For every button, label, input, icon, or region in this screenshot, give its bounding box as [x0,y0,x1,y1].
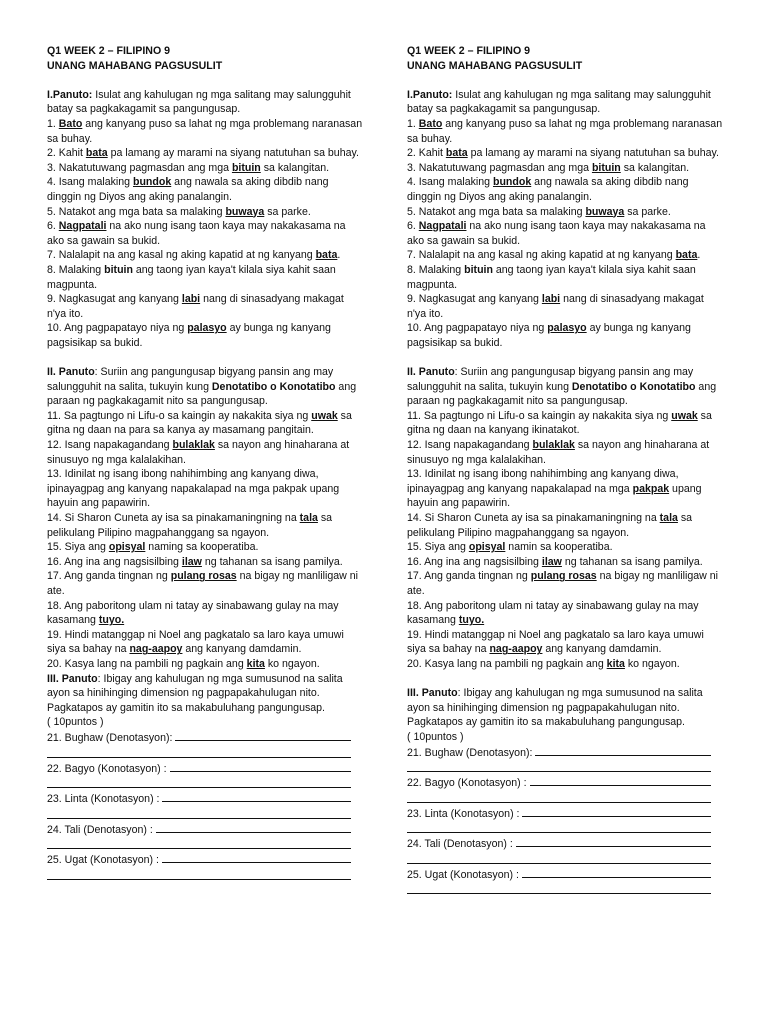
underlined-word: palasyo [547,322,587,335]
answer-extra-line [407,882,723,897]
question-text: namin sa kooperatiba. [505,541,613,554]
underlined-word: nag-aapoy [129,643,183,656]
underlined-word: Nagpatali [58,220,107,233]
question-text: 20. Kasya lang na pambili ng pagkain ang [47,657,247,670]
underlined-word: bituin [591,161,621,174]
underlined-word: pulang rosas [170,570,237,583]
worksheet-subtitle: UNANG MAHABANG PAGSUSULIT [47,59,223,72]
part2-instruction-text: ang paraan ng pagkakagamit nito sa pangungusap. [47,380,357,408]
underlined-word: tala [299,512,318,524]
question-text: 16. Ang ina ang nagsisilbing [47,555,182,568]
answer-rule [47,848,351,849]
question-item [47,511,363,540]
part3-instruction-text: : Ibigay ang kahulugan ng mga sumusunod na salita ayon sa hinihinging dimension ng pagpapakahulugan nito. Pagkatapos ay gamitin ito sa makabuluhang pangungusap. [407,687,703,729]
answer-rule [47,879,351,880]
question-text: ang kanyang puso sa lahat ng mga problemang naranasan sa buhay. [47,117,363,145]
question-text: sa nayon ang hinaharana at sinusuyo ng mga kalalakihan. [47,439,350,466]
question-item [47,263,363,292]
question-text: 2. Kahit [407,147,446,160]
question-text: naming sa kooperatiba. [145,541,259,554]
question-text: sa kalangitan. [620,161,690,174]
question-item [47,219,363,248]
answer-prompt: 21. Bughaw (Denotasyon): [47,731,176,744]
question-item [47,569,363,598]
part3-instruction [47,672,363,716]
underlined-word: opisyal [108,541,146,554]
question-text: ng tahanan sa isang pamilya. [201,555,343,568]
question-item [47,292,363,321]
question-item [47,117,363,146]
question-text: ng tahanan sa isang pamilya. [561,555,703,568]
question-item [47,555,363,570]
underlined-word: bata [85,147,108,160]
question-text: na ako nung isang taon kaya may nakakasama na ako sa gawain sa bukid. [407,220,706,247]
question-text: 19. Hindi matanggap ni Noel ang pagkatalo sa laro kaya umuwi siya sa bahay na [47,628,344,656]
underlined-word: bundok [492,176,532,189]
underlined-word: palasyo [187,322,227,335]
question-text: sa parke. [264,205,311,218]
answer-extra-line [407,821,723,836]
underlined-word: tuyo. [458,614,485,627]
underlined-word: bata [315,249,338,262]
bold-word: bituin [104,263,133,276]
question-text: ko ngayon. [624,657,680,670]
answer-prompt: 22. Bagyo (Konotasyon) : [47,762,170,775]
question-item [407,175,723,204]
question-item [407,263,723,292]
question-text: 15. Siya ang [47,541,109,554]
question-text: ang taong iyan kaya't kilala siya kahit saan magpunta. [407,263,696,291]
question-item [407,467,723,511]
question-item [407,511,723,540]
answer-blank [522,806,711,817]
question-text: 10. Ang pagpapatayo niya ng [47,322,188,335]
answer-extra-line [47,868,363,883]
answer-prompt: 24. Tali (Denotasyon) : [47,823,156,836]
question-text: 14. Si Sharon Cuneta ay isa sa pinakamaningning na [407,512,660,524]
answer-rule [47,818,351,819]
answer-blank [522,867,711,878]
question-text: 17. Ang ganda tingnan ng [47,570,171,583]
question-item [407,205,723,220]
question-text: 5. Natakot ang mga bata sa malaking [47,205,226,218]
answer-line-item [407,867,723,883]
question-text: 18. Ang paboritong ulam ni tatay ay sinabawang gulay na may kasamang [47,599,339,627]
question-text: 4. Isang malaking [407,176,493,189]
answer-extra-line [407,791,723,806]
bold-word: bituin [464,263,493,276]
question-text: 8. Malaking [407,263,465,276]
part2-instruction-text: : Suriin ang pangungusap bigyang pansin ang may salungguhit na salita, tukuyin kung [407,366,694,393]
answer-extra-line [47,776,363,791]
spacer [407,73,723,88]
part2-keyword: Denotatibo o Konotatibo [211,380,336,393]
underlined-word: Bato [58,117,83,130]
answer-blank [535,745,711,756]
question-text: sa pelikulang Pilipino magpahanggang sa ngayon. [47,512,333,539]
question-item [407,569,723,598]
question-text: na bigay ng manliligaw ni ate. [407,570,718,597]
part3-label: III. Panuto [47,672,98,685]
question-text: 6. [407,220,419,233]
spacer [47,350,363,365]
answer-rule [407,771,711,772]
underlined-word: bulaklak [172,439,215,452]
answer-prompt: 23. Linta (Konotasyon) : [407,807,523,820]
part2-instruction [47,365,363,409]
answer-line-item [407,745,723,761]
question-text: nang di sinasadyang makagat n'ya ito. [47,293,344,320]
answer-extra-line [407,852,723,867]
spacer [407,350,723,365]
answer-rule [407,863,711,864]
underlined-word: uwak [671,409,698,422]
part2-instruction-text: : Suriin ang pangungusap bigyang pansin ang may salungguhit na salita, tukuyin kung [47,366,334,393]
question-text: sa gitna ng daan na kanyang ikinatakot. [407,409,712,437]
question-item [407,146,723,161]
underlined-word: bulaklak [532,439,575,452]
answer-line-item [47,852,363,868]
question-item [47,540,363,555]
part3-instruction-text: : Ibigay ang kahulugan ng mga sumusunod na salita ayon sa hinihinging dimension ng pagpapakahulugan nito. Pagkatapos ay gamitin ito sa makabuluhang pangungusap. [47,672,343,714]
underlined-word: ilaw [541,555,562,568]
answer-extra-line [47,746,363,761]
worksheet-right-copy [407,44,723,897]
underlined-word: bundok [132,176,172,189]
question-text: 16. Ang ina ang nagsisilbing [407,555,542,568]
question-text: 13. Idinilat ng isang ibong nahihimbing ang kanyang diwa, ipinayagpag ang kanyang napakalapad na mga pakpak upang hayuin ang papawirin. [47,468,340,510]
underlined-word: Bato [418,117,443,130]
answer-line-item [407,775,723,791]
question-text: ko ngayon. [264,657,320,670]
underlined-word: pulang rosas [530,570,597,583]
question-text: 14. Si Sharon Cuneta ay isa sa pinakamaningning na [47,512,300,524]
question-text: na bigay ng manliligaw ni ate. [47,570,358,597]
question-item [47,321,363,350]
question-text: upang hayuin ang papawirin. [407,482,702,510]
question-text: sa nayon ang hinaharana at sinusuyo ng mga kalalakihan. [407,439,710,466]
part1-label: I.Panuto: [47,88,93,101]
part3-points: ( 10puntos ) [407,730,464,743]
question-text: 1. [407,117,419,130]
question-text: 11. Sa pagtungo ni Lifu-o sa kaingin ay nakakita siya ng [47,409,312,422]
underlined-word: tuyo. [98,614,125,627]
part1-instruction [407,88,723,117]
question-item [407,628,723,657]
question-item [407,117,723,146]
part2-label: II. Panuto [47,366,95,379]
answer-rule [47,787,351,788]
question-item [47,146,363,161]
question-text: 4. Isang malaking [47,176,133,189]
question-text: sa parke. [624,205,671,218]
question-text: sa kalangitan. [260,161,330,174]
underlined-word: uwak [311,409,338,422]
answer-rule [47,757,351,758]
part2-instruction-text: ang paraan ng pagkakagamit nito sa pangungusap. [407,380,717,408]
spacer [47,73,363,88]
question-text: ang kanyang puso sa lahat ng mga problemang naranasan sa buhay. [407,117,723,145]
underlined-word: bata [675,249,698,262]
question-text: 7. Nalalapit na ang kasal ng aking kapatid at ng kanyang [47,249,316,262]
answer-blank [162,791,351,802]
underlined-word: opisyal [468,541,506,554]
question-text: ang nawala sa aking dibdib nang dinggin ng Diyos ang aking panalangin. [47,176,329,203]
question-item [407,248,723,263]
underlined-word: nag-aapoy [489,643,543,656]
question-item [407,292,723,321]
part2-keyword: Denotatibo o Konotatibo [571,380,696,393]
underlined-word: labi [181,293,201,306]
question-text: 8. Malaking [47,263,105,276]
underlined-word: ilaw [181,555,202,568]
part1-instruction-text: Isulat ang kahulugan ng mga salitang may salungguhit batay sa pagkakagamit sa pangungusap. [47,88,351,116]
answer-rule [407,893,711,894]
answer-blank [175,730,351,741]
question-text: . [697,249,701,262]
question-text: 18. Ang paboritong ulam ni tatay ay sinabawang gulay na may kasamang [407,599,699,627]
question-text: ang kanyang damdamin. [182,643,302,656]
answer-prompt: 21. Bughaw (Denotasyon): [407,746,536,759]
question-text: 9. Nagkasugat ang kanyang [407,293,542,306]
question-text: . [337,249,341,262]
part3-points: ( 10puntos ) [47,716,104,729]
worksheet-title: Q1 WEEK 2 – FILIPINO 9 [407,45,531,57]
question-item [407,161,723,176]
answer-line-item [47,791,363,807]
worksheet-left-copy [47,44,363,883]
question-text: ay bunga ng kanyang pagsisikap sa bukid. [47,322,331,349]
answer-extra-line [47,837,363,852]
question-text: nang di sinasadyang makagat n'ya ito. [407,293,704,320]
question-text: pa lamang ay marami na siyang natutuhan sa buhay. [107,147,359,160]
underlined-word: kita [606,657,625,670]
question-text: 12. Isang napakagandang [47,439,173,452]
question-item [47,175,363,204]
answer-prompt: 23. Linta (Konotasyon) : [47,793,163,806]
question-text: pa lamang ay marami na siyang natutuhan sa buhay. [467,147,719,160]
underlined-word: labi [541,293,561,306]
question-item [47,657,363,672]
question-item [407,438,723,467]
answer-blank [530,775,711,786]
answer-line-item [407,806,723,822]
part2-label: II. Panuto [407,366,455,379]
answer-blank [162,852,351,863]
question-item [407,555,723,570]
question-item [407,219,723,248]
answer-blank [170,761,351,772]
question-text: 5. Natakot ang mga bata sa malaking [407,205,586,218]
question-item [407,657,723,672]
question-text: 1. [47,117,59,130]
part3-instruction [407,686,723,730]
underlined-word: buwaya [585,205,625,218]
underlined-word: pakpak [632,482,670,495]
worksheet-title: Q1 WEEK 2 – FILIPINO 9 [47,45,171,57]
worksheet-subtitle: UNANG MAHABANG PAGSUSULIT [407,59,583,72]
question-item [407,409,723,438]
question-text: 20. Kasya lang na pambili ng pagkain ang [407,657,607,670]
question-item [47,409,363,438]
question-item [407,540,723,555]
part1-instruction-text: Isulat ang kahulugan ng mga salitang may salungguhit batay sa pagkakagamit sa pangungusap. [407,88,711,116]
underlined-word: kita [246,657,265,670]
question-item [47,438,363,467]
question-item [407,321,723,350]
answer-extra-line [407,760,723,775]
question-item [47,248,363,263]
question-item [47,467,363,511]
spacer [407,672,723,687]
answer-line-item [47,730,363,746]
question-item [47,599,363,628]
underlined-word: bata [445,147,468,160]
answer-line-item [47,761,363,777]
question-text: 11. Sa pagtungo ni Lifu-o sa kaingin ay nakakita siya ng [407,409,672,422]
question-item [47,205,363,220]
question-text: 12. Isang napakagandang [407,439,533,452]
question-text: sa pelikulang Pilipino magpahanggang sa ngayon. [407,512,693,539]
answer-blank [516,836,711,847]
answer-rule [407,802,711,803]
question-text: sa gitna ng daan na para sa kanya ay masamang pangitain. [47,409,352,437]
answer-rule [407,832,711,833]
question-text: ang nawala sa aking dibdib nang dinggin ng Diyos ang aking panalangin. [407,176,689,203]
question-text: 3. Nakatutuwang pagmasdan ang mga [407,161,592,174]
question-text: 13. Idinilat ng isang ibong nahihimbing ang kanyang diwa, ipinayagpag ang kanyang napakalapad na mga [407,468,679,495]
underlined-word: bituin [231,161,261,174]
question-text: 6. [47,220,59,233]
question-text: ang taong iyan kaya't kilala siya kahit saan magpunta. [47,263,336,291]
question-item [47,628,363,657]
part1-instruction [47,88,363,117]
answer-line-item [407,836,723,852]
question-text: 2. Kahit [47,147,86,160]
underlined-word: buwaya [225,205,265,218]
answer-extra-line [47,807,363,822]
answer-blank [156,822,351,833]
part3-label: III. Panuto [407,687,458,700]
underlined-word: tala [659,512,678,524]
underlined-word: Nagpatali [418,220,467,233]
question-text: 19. Hindi matanggap ni Noel ang pagkatalo sa laro kaya umuwi siya sa bahay na [407,628,704,656]
question-text: ay bunga ng kanyang pagsisikap sa bukid. [407,322,691,349]
answer-line-item [47,822,363,838]
part1-label: I.Panuto: [407,88,453,101]
answer-prompt: 25. Ugat (Konotasyon) : [47,854,162,867]
answer-prompt: 24. Tali (Denotasyon) : [407,838,516,851]
question-text: 9. Nagkasugat ang kanyang [47,293,182,306]
question-text: 7. Nalalapit na ang kasal ng aking kapatid at ng kanyang [407,249,676,262]
question-text: 10. Ang pagpapatayo niya ng [407,322,548,335]
question-text: 17. Ang ganda tingnan ng [407,570,531,583]
part2-instruction [407,365,723,409]
question-text: 3. Nakatutuwang pagmasdan ang mga [47,161,232,174]
question-text: na ako nung isang taon kaya may nakakasama na ako sa gawain sa bukid. [47,220,346,247]
question-text: 15. Siya ang [407,541,469,554]
question-item [47,161,363,176]
question-text: ang kanyang damdamin. [542,643,662,656]
answer-prompt: 22. Bagyo (Konotasyon) : [407,777,530,790]
answer-prompt: 25. Ugat (Konotasyon) : [407,868,522,881]
question-item [407,599,723,628]
